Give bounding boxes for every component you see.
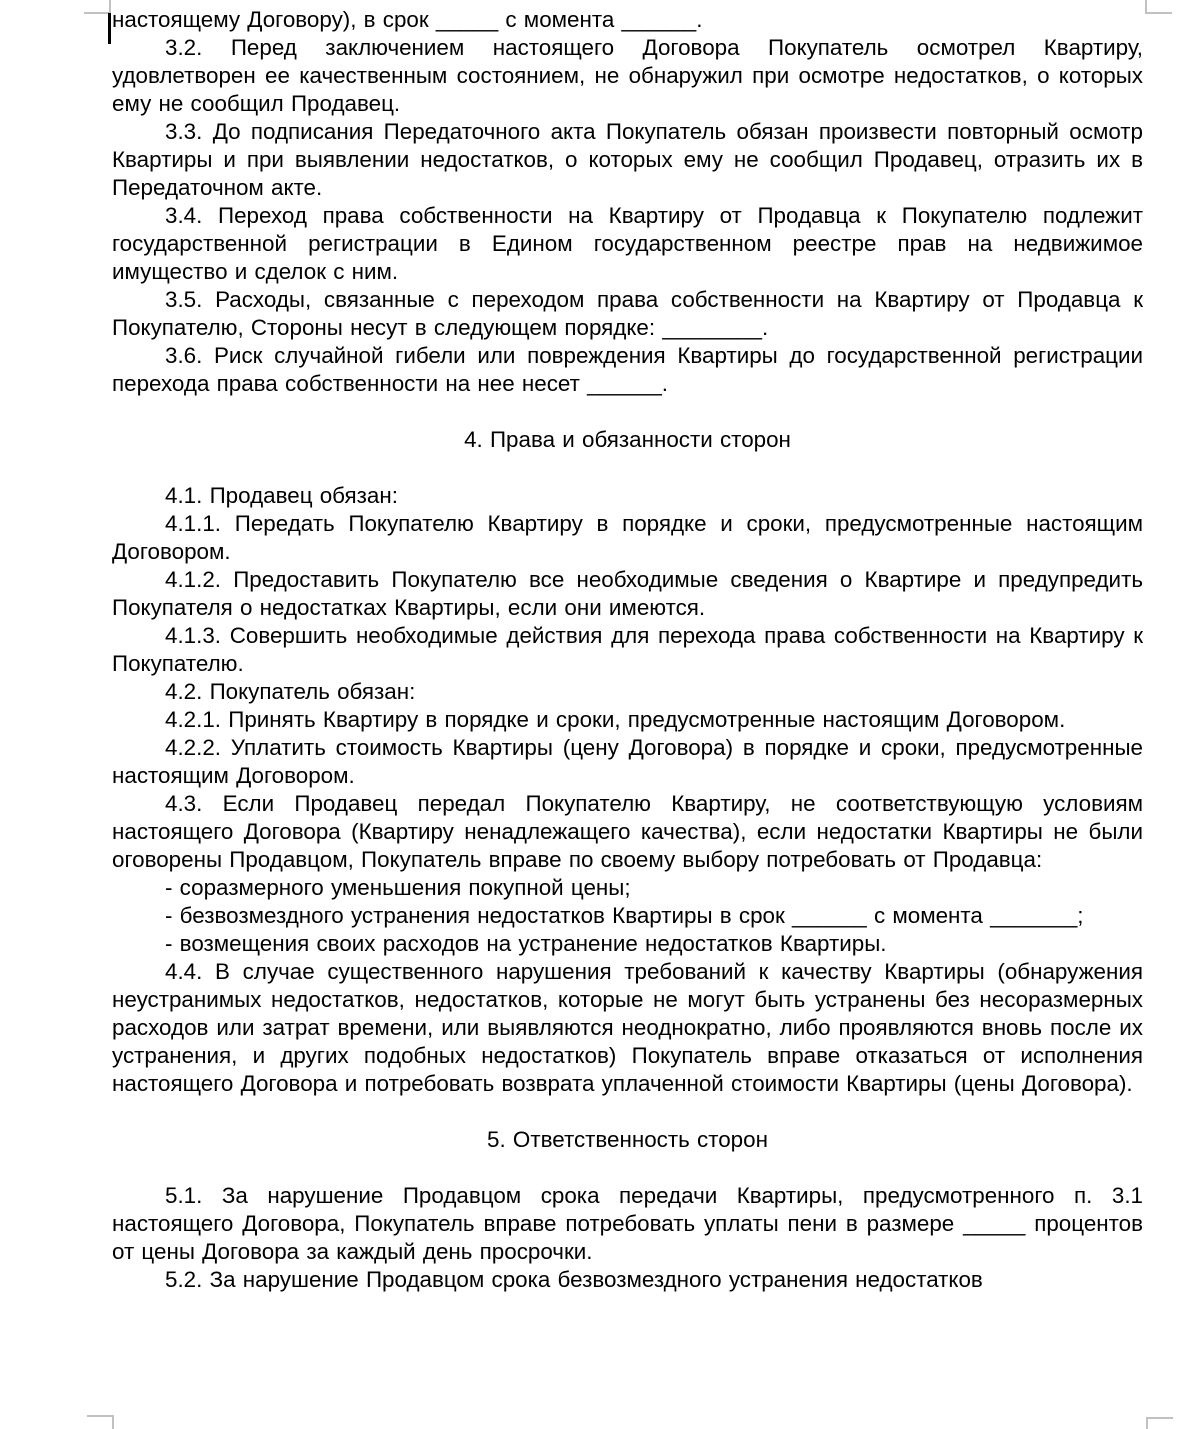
paragraph[interactable]: - безвозмездного устранения недостатков Квартиры в срок ______ с момента _______; bbox=[165, 903, 1084, 928]
section-heading[interactable]: 5. Ответственность сторон bbox=[487, 1127, 768, 1152]
document-text-area[interactable] bbox=[112, 6, 1143, 1294]
paragraph[interactable]: 4.4. В случае существенного нарушения требований к качеству Квартиры (обнаружения неустранимых недостатков, недостатков, которые не могут быть устранены без несоразмерных расходов или затрат времени, или выявляются неоднократно, либо проявляются вновь после их устранения, и других подобных недостатков) Покупатель вправе отказаться от исполнения настоящего Договора и потребовать возврата уплаченной стоимости Квартиры (цены Договора). bbox=[112, 959, 1143, 1096]
paragraph[interactable]: 3.3. До подписания Передаточного акта Покупатель обязан произвести повторный осмотр Квартиры и при выявлении недостатков, о которых ему не сообщил Продавец, отразить их в Передаточном акте. bbox=[112, 119, 1143, 200]
paragraph[interactable]: 4.3. Если Продавец передал Покупателю Квартиру, не соответствующую условиям настоящего Договора (Квартиру ненадлежащего качества), если недостатки Квартиры не были оговорены Продавцом, Покупатель вправе по своему выбору потребовать от Продавца: bbox=[112, 791, 1143, 872]
paragraph[interactable]: 5.1. За нарушение Продавцом срока передачи Квартиры, предусмотренного п. 3.1 настоящего Договора, Покупатель вправе потребовать уплаты пени в размере _____ процентов от цены Договора за каждый день просрочки. bbox=[112, 1183, 1143, 1264]
paragraph[interactable]: 4.1.2. Предоставить Покупателю все необходимые сведения о Квартире и предупредить Покупателя о недостатках Квартиры, если они имеются. bbox=[112, 567, 1143, 620]
paragraph[interactable]: - возмещения своих расходов на устранение недостатков Квартиры. bbox=[165, 931, 887, 956]
paragraph[interactable]: 4.1.1. Передать Покупателю Квартиру в порядке и сроки, предусмотренные настоящим Договором. bbox=[112, 511, 1143, 564]
paragraph[interactable]: 4.1.3. Совершить необходимые действия для перехода права собственности на Квартиру к Покупателю. bbox=[112, 623, 1143, 676]
page-margin-corner-mark-top-left bbox=[84, 0, 111, 14]
section-heading[interactable]: 4. Права и обязанности сторон bbox=[464, 427, 791, 452]
paragraph[interactable]: 3.6. Риск случайной гибели или повреждения Квартиры до государственной регистрации перехода права собственности на нее несет ______. bbox=[112, 343, 1143, 396]
text-cursor-caret bbox=[108, 13, 111, 44]
paragraph[interactable]: 4.2. Покупатель обязан: bbox=[165, 679, 416, 704]
page-margin-corner-mark-bottom-right bbox=[1146, 1417, 1173, 1429]
paragraph[interactable]: 3.5. Расходы, связанные с переходом права собственности на Квартиру от Продавца к Покупателю, Стороны несут в следующем порядке: ________. bbox=[112, 287, 1143, 340]
paragraph[interactable]: 4.1. Продавец обязан: bbox=[165, 483, 398, 508]
paragraph[interactable]: - соразмерного уменьшения покупной цены; bbox=[165, 875, 631, 900]
paragraph[interactable]: 4.2.1. Принять Квартиру в порядке и сроки, предусмотренные настоящим Договором. bbox=[165, 707, 1066, 732]
paragraph[interactable]: 5.2. За нарушение Продавцом срока безвозмездного устранения недостатков bbox=[165, 1267, 983, 1292]
paragraph[interactable]: 4.2.2. Уплатить стоимость Квартиры (цену Договора) в порядке и сроки, предусмотренные настоящим Договором. bbox=[112, 735, 1143, 788]
paragraph[interactable]: настоящему Договору), в срок _____ с момента ______. bbox=[112, 7, 703, 32]
paragraph[interactable]: 3.2. Перед заключением настоящего Договора Покупатель осмотрел Квартиру, удовлетворен ее качественным состоянием, не обнаружил при осмотре недостатков, о которых ему не сообщил Продавец. bbox=[112, 35, 1143, 116]
paragraph[interactable]: 3.4. Переход права собственности на Квартиру от Продавца к Покупателю подлежит государственной регистрации в Едином государственном реестре прав на недвижимое имущество и сделок с ним. bbox=[112, 203, 1143, 284]
page-margin-corner-mark-top-right bbox=[1145, 0, 1172, 14]
